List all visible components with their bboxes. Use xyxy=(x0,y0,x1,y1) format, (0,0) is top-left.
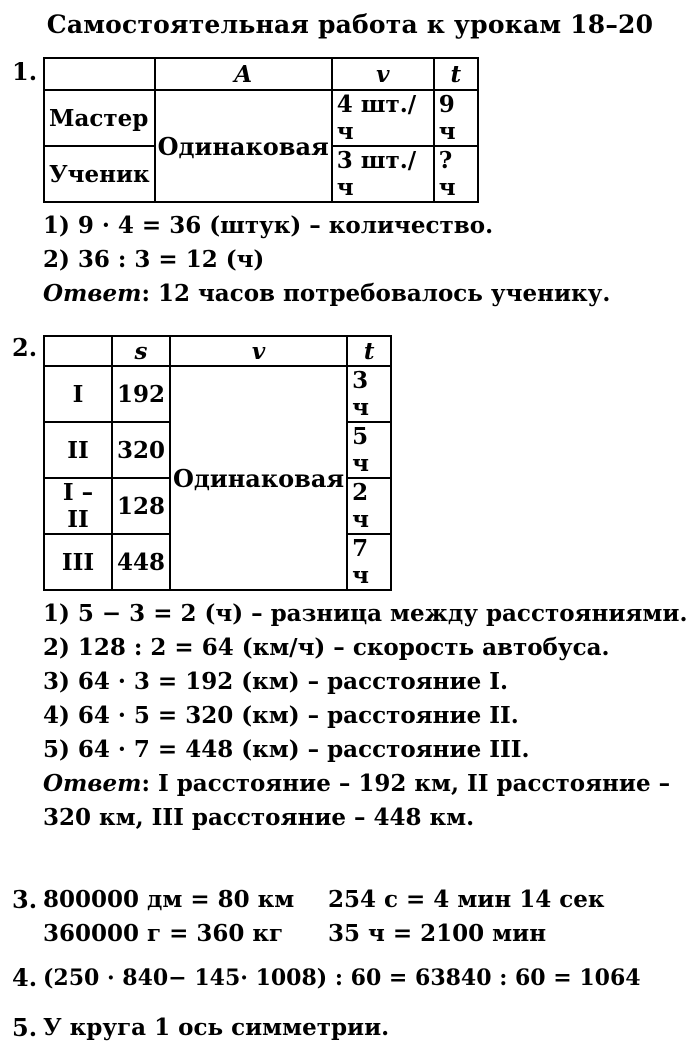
distance-cell-I: 192 xyxy=(112,366,170,422)
table-1-row-master xyxy=(44,90,478,146)
distance-cell-I-II: 128 xyxy=(112,478,170,534)
table-2-header-speed: v xyxy=(170,336,347,366)
time-cell-I-II: 2 ч xyxy=(347,478,391,534)
row-label-I: I xyxy=(44,366,112,422)
table-2-row-1 xyxy=(44,366,391,422)
table-1-header-time: t xyxy=(434,58,478,90)
problem-2-content xyxy=(43,331,700,835)
problem-4-number: 4. xyxy=(12,963,38,992)
row-label-I-II: I – II xyxy=(44,478,112,534)
problem-2-number: 2. xyxy=(12,333,38,362)
problem-5-content xyxy=(43,1011,700,1045)
table-2-header-row xyxy=(44,336,391,366)
page-title: Самостоятельная работа к урокам 18–20 xyxy=(46,10,654,39)
distance-cell-III: 448 xyxy=(112,534,170,590)
answer-label: Ответ xyxy=(43,280,142,307)
problem-1 xyxy=(0,55,700,311)
apprentice-time-cell: ? ч xyxy=(434,146,478,202)
problem-5-statement: У круга 1 ось симметрии. xyxy=(43,1014,390,1041)
table-1-header-work: A xyxy=(155,58,332,90)
problem-3 xyxy=(0,883,700,951)
problem-5 xyxy=(0,1011,700,1045)
problem-5-number: 5. xyxy=(12,1013,38,1042)
table-1-header-row xyxy=(44,58,478,90)
table-1-corner-cell xyxy=(44,58,155,90)
problem-4 xyxy=(0,961,700,995)
answer-text: : I расстояние – 192 км, II расстояние – 320 км, III расстояние – 448 км. xyxy=(43,770,671,831)
conversion-item-4: 35 ч = 2100 мин xyxy=(328,920,547,947)
conversion-item-1: 800000 дм = 80 км xyxy=(43,886,295,913)
row-label-master: Мастер xyxy=(44,90,155,146)
conversion-grid xyxy=(43,883,694,951)
problem-2-step-3: 3) 64 · 3 = 192 (км) – расстояние I. xyxy=(43,668,508,695)
problem-2-step-5: 5) 64 · 7 = 448 (км) – расстояние III. xyxy=(43,736,530,763)
problem-3-content xyxy=(43,883,700,951)
row-label-II: II xyxy=(44,422,112,478)
problem-1-step-2: 2) 36 : 3 = 12 (ч) xyxy=(43,246,265,273)
conversion-item-2: 254 с = 4 мин 14 сек xyxy=(328,886,605,913)
table-2-header-distance: s xyxy=(112,336,170,366)
row-label-apprentice: Ученик xyxy=(44,146,155,202)
shared-speed-cell: Одинаковая xyxy=(170,366,347,590)
conversion-item-3: 360000 г = 360 кг xyxy=(43,920,284,947)
distance-cell-II: 320 xyxy=(112,422,170,478)
problem-2-step-2: 2) 128 : 2 = 64 (км/ч) – скорость автобуса. xyxy=(43,634,610,661)
problem-2-step-4: 4) 64 · 5 = 320 (км) – расстояние II. xyxy=(43,702,519,729)
table-2-header-time: t xyxy=(347,336,391,366)
time-cell-II: 5 ч xyxy=(347,422,391,478)
time-cell-I: 3 ч xyxy=(347,366,391,422)
table-1-header-speed: v xyxy=(332,58,434,90)
problem-1-content xyxy=(43,55,700,311)
shared-work-cell: Одинаковая xyxy=(155,90,332,202)
problem-2 xyxy=(0,331,700,835)
problem-2-table xyxy=(43,335,392,591)
problem-2-answer xyxy=(43,767,694,835)
problem-1-number: 1. xyxy=(12,57,38,86)
problem-4-content xyxy=(43,961,700,995)
problem-1-step-1: 1) 9 · 4 = 36 (штук) – количество. xyxy=(43,212,494,239)
problem-4-expression: (250 · 840− 145· 1008) : 60 = 63840 : 60 = 1064 xyxy=(43,965,641,991)
problem-1-answer xyxy=(43,277,694,311)
table-2-corner-cell xyxy=(44,336,112,366)
problem-3-number: 3. xyxy=(12,885,38,914)
answer-text: : 12 часов потребовалось ученику. xyxy=(141,280,611,307)
row-label-III: III xyxy=(44,534,112,590)
time-cell-III: 7 ч xyxy=(347,534,391,590)
problem-1-table xyxy=(43,57,479,203)
problem-2-step-1: 1) 5 − 3 = 2 (ч) – разница между расстояниями. xyxy=(43,600,688,627)
apprentice-speed-cell: 3 шт./ч xyxy=(332,146,434,202)
master-time-cell: 9 ч xyxy=(434,90,478,146)
answer-label: Ответ xyxy=(43,770,142,797)
master-speed-cell: 4 шт./ч xyxy=(332,90,434,146)
